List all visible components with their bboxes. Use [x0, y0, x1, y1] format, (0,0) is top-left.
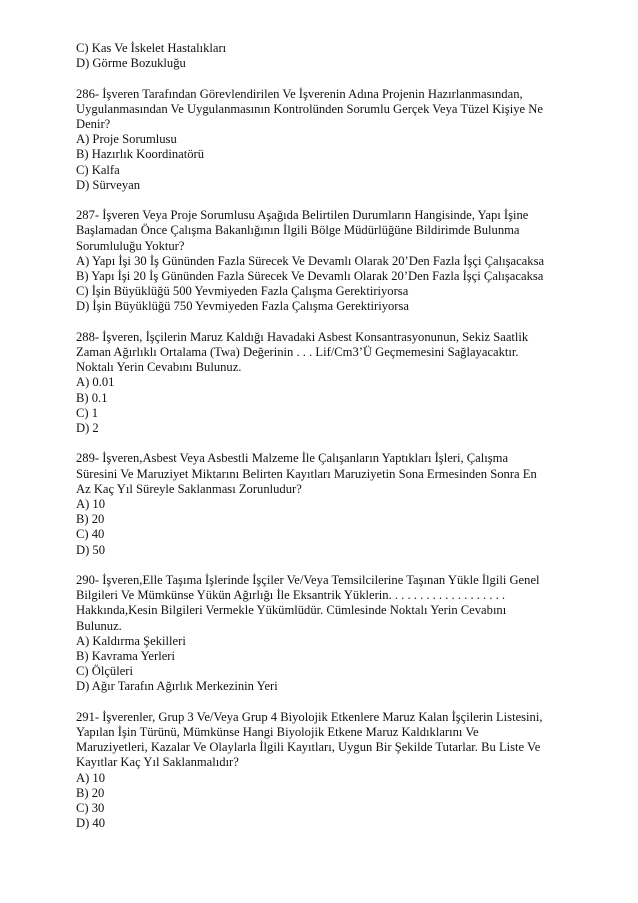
question-block-287 [76, 208, 576, 314]
question-text: 287- İşveren Veya Proje Sorumlusu Aşağıda Belirtilen Durumların Hangisinde, Yapı İşine [76, 208, 529, 223]
question-text: Süresini Ve Maruziyet Miktarını Belirten Kayıtları Maruziyetin Sona Ermesinden Sonra En [76, 466, 537, 481]
question-text: Zaman Ağırlıklı Ortalama (Twa) Değerinin . . . Lif/Cm3’Ü Geçmemesini Sağlayacaktır. [76, 345, 519, 360]
option-b: B) Hazırlık Koordinatörü [76, 147, 205, 162]
option-a: A) 0.01 [76, 375, 115, 390]
question-text: 286- İşveren Tarafından Görevlendirilen Ve İşverenin Adına Projenin Hazırlanmasından, [76, 86, 523, 101]
option-a: A) Yapı İşi 30 İş Gününden Fazla Sürecek Ve Devamlı Olarak 20’Den Fazla İşçi Çalışacaksa [76, 253, 545, 268]
option-b: B) 0.1 [76, 390, 108, 405]
question-text: 289- İşveren,Asbest Veya Asbestli Malzeme İle Çalışanların Yaptıkları İşleri, Çalışma [76, 451, 509, 466]
question-text: Yapılan İşin Türünü, Mümkünse Hangi Biyolojik Etkene Maruz Kaldıklarını Ve [76, 725, 479, 740]
option-b: B) 20 [76, 512, 105, 527]
option-a: A) 10 [76, 497, 106, 512]
option-d: D) Ağır Tarafın Ağırlık Merkezinin Yeri [76, 679, 278, 694]
option-b: B) Yapı İşi 20 İş Gününden Fazla Sürecek Ve Devamlı Olarak 20’Den Fazla İşçi Çalışacaksa [76, 269, 544, 284]
option-d: D) Görme Bozukluğu [76, 56, 186, 71]
question-text: Bilgileri Ve Mümkünse Yükün Ağırlığı İle Eksantrik Yüklerin. . . . . . . . . . . . . . . . . . . [76, 588, 506, 603]
question-block-290 [76, 573, 576, 695]
option-d: D) 2 [76, 421, 99, 436]
question-text: Bulunuz. [76, 618, 122, 633]
option-a: A) Kaldırma Şekilleri [76, 633, 186, 648]
option-d: D) 50 [76, 542, 106, 557]
question-text: Hakkında,Kesin Bilgileri Vermekle Yükümlüdür. Cümlesinde Noktalı Yerin Cevabını [76, 603, 507, 618]
question-text: Sorumluluğu Yoktur? [76, 238, 185, 253]
option-c: C) Kas Ve İskelet Hastalıkları [76, 41, 227, 55]
question-text: Maruziyetleri, Kazalar Ve Olaylarla İlgili Kayıtları, Uygun Bir Şekilde Tutarlar. Bu Liste Ve [76, 740, 541, 755]
question-text: Kayıtlar Kaç Yıl Saklanmalıdır? [76, 755, 239, 770]
option-d: D) İşin Büyüklüğü 750 Yevmiyeden Fazla Çalışma Gerektiriyorsa [76, 299, 409, 314]
question-text: 291- İşverenler, Grup 3 Ve/Veya Grup 4 Biyolojik Etkenlere Maruz Kalan İşçilerin Listesini, [76, 709, 543, 724]
question-text: Başlamadan Önce Çalışma Bakanlığının İlgili Bölge Müdürlüğüne Bildirimde Bulunma [76, 223, 520, 238]
question-text: 288- İşveren, İşçilerin Maruz Kaldığı Havadaki Asbest Konsantrasyonunun, Sekiz Saatlik [76, 329, 529, 344]
option-c: C) Ölçüleri [76, 664, 134, 679]
question-text: Uygulanmasından Ve Uygulanmasının Kontrolünden Sorumlu Gerçek Veya Tüzel Kişiye Ne [76, 101, 543, 116]
question-text: Denir? [76, 117, 111, 131]
question-block-289 [76, 451, 576, 557]
option-c: C) Kalfa [76, 162, 120, 177]
option-c: C) 30 [76, 801, 105, 816]
question-block-291 [76, 710, 576, 832]
option-b: B) 20 [76, 785, 105, 800]
question-block-286 [76, 87, 576, 193]
question-text: Az Kaç Yıl Süreyle Saklanması Zorunludur? [76, 481, 302, 496]
option-a: A) 10 [76, 770, 106, 785]
option-c: C) 1 [76, 405, 99, 420]
option-d: D) 40 [76, 816, 106, 831]
question-text: Noktalı Yerin Cevabını Bulunuz. [76, 360, 242, 375]
option-b: B) Kavrama Yerleri [76, 649, 175, 664]
question-block-continued [76, 41, 576, 71]
document-page [76, 41, 576, 831]
question-block-288 [76, 330, 576, 436]
option-c: C) 40 [76, 527, 105, 542]
option-a: A) Proje Sorumlusu [76, 132, 177, 147]
question-text: 290- İşveren,Elle Taşıma İşlerinde İşçiler Ve/Veya Temsilcilerine Taşınan Yükle İlgili Genel [76, 573, 540, 588]
option-c: C) İşin Büyüklüğü 500 Yevmiyeden Fazla Çalışma Gerektiriyorsa [76, 284, 409, 299]
option-d: D) Sürveyan [76, 177, 141, 192]
